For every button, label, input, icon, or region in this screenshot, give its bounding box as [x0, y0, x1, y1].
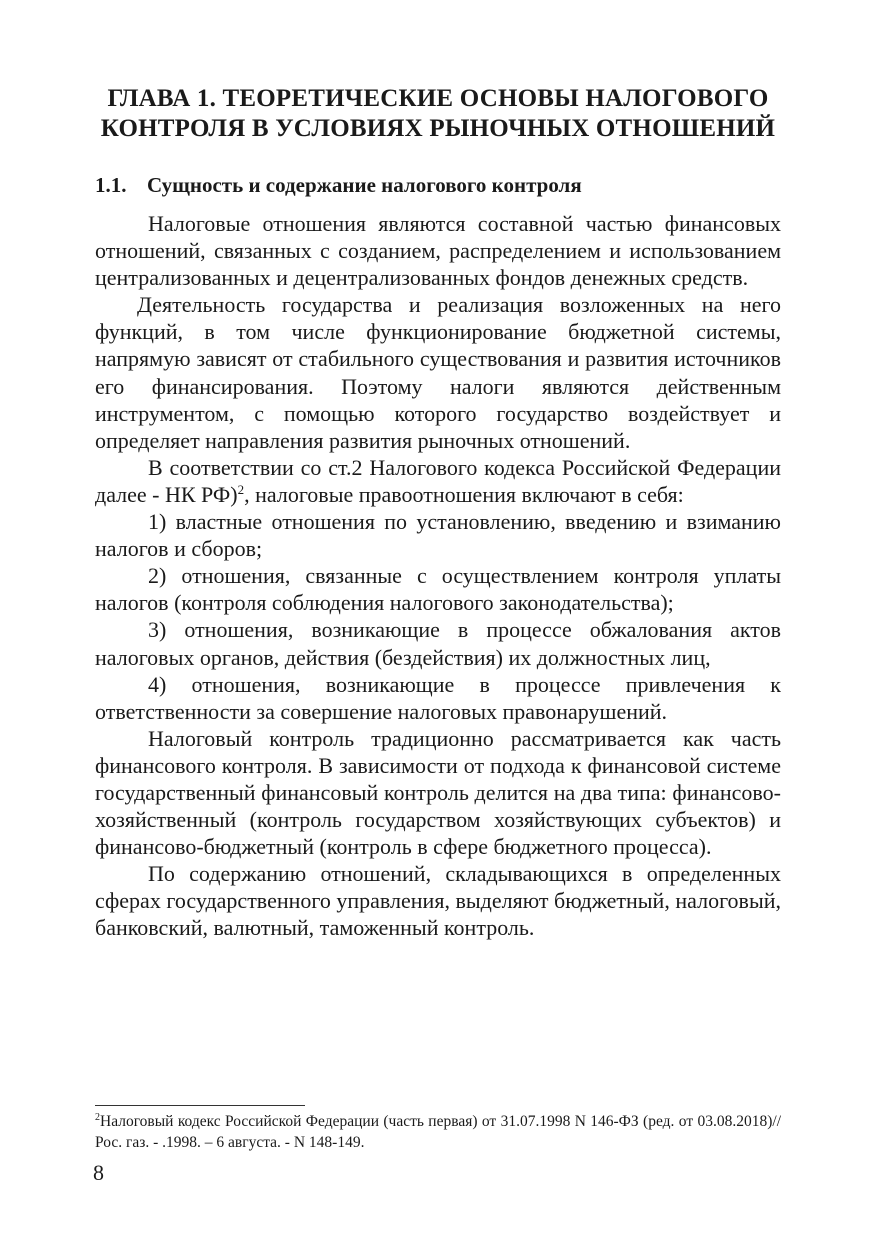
paragraph-2: Деятельность государства и реализация возложенных на него функций, в том числе функционирование бюджетной системы, напрямую зависят от стабильного существования и развития источников его финансирования. Поэтому налоги являются действенным инструментом, с помощью которого государство воздействует и определяет направления развития рыночных отношений. — [95, 292, 781, 453]
list-item-1: 1) властные отношения по установлению, введению и взиманию налогов и сборов; — [95, 509, 781, 562]
footnote-marker: 2 — [95, 1112, 100, 1123]
paragraph-3 — [95, 454, 781, 508]
section-number: 1.1. — [95, 173, 127, 197]
section-title: Сущность и содержание налогового контроля — [147, 173, 582, 197]
paragraph-1: Налоговые отношения являются составной частью финансовых отношений, связанных с созданием, распределением и использованием централизованных и децентрализованных фондов денежных средств. — [95, 211, 781, 291]
chapter-title-line-2: КОНТРОЛЯ В УСЛОВИЯХ РЫНОЧНЫХ ОТНОШЕНИЙ — [100, 115, 776, 142]
chapter-title-line-1: ГЛАВА 1. ТЕОРЕТИЧЕСКИЕ ОСНОВЫ НАЛОГОВОГО — [107, 85, 769, 112]
list-item-2: 2) отношения, связанные с осуществлением контроля уплаты налогов (контроля соблюдения налогового законодательства); — [95, 563, 781, 616]
chapter-title — [95, 84, 781, 144]
footnote-reference: 2 — [237, 481, 245, 497]
section-heading — [95, 172, 781, 198]
paragraph-3-text-end: , налоговые правоотношения включают в себя: — [244, 481, 684, 507]
page-body — [95, 84, 781, 942]
list-item-4: 4) отношения, возникающие в процессе привлечения к ответственности за совершение налоговых правонарушений. — [95, 671, 781, 724]
footnote-divider — [95, 1105, 305, 1106]
footnote — [95, 1112, 781, 1153]
page-number: 8 — [93, 1160, 104, 1185]
footnote-text: Налоговый кодекс Российской Федерации (часть первая) от 31.07.1998 N 146-ФЗ (ред. от 03.08.2018)// Рос. газ. - .1998. – 6 августа. - N 148-149. — [95, 1113, 781, 1151]
paragraph-4: Налоговый контроль традиционно рассматривается как часть финансового контроля. В зависимости от подхода к финансовой системе государственный финансовый контроль делится на два типа: финансово-хозяйственный (контроль государством хозяйствующих субъектов) и финансово-бюджетный (контроль в сфере бюджетного процесса). — [95, 725, 781, 860]
list-item-3: 3) отношения, возникающие в процессе обжалования актов налоговых органов, действия (бездействия) их должностных лиц, — [95, 617, 781, 670]
paragraph-3-text-start: В соответствии со ст.2 Налогового кодекса Российской Федерации далее - НК РФ) — [95, 454, 781, 507]
paragraph-5: По содержанию отношений, складывающихся в определенных сферах государственного управления, выделяют бюджетный, налоговый, банковский, валютный, таможенный контроль. — [95, 861, 781, 941]
